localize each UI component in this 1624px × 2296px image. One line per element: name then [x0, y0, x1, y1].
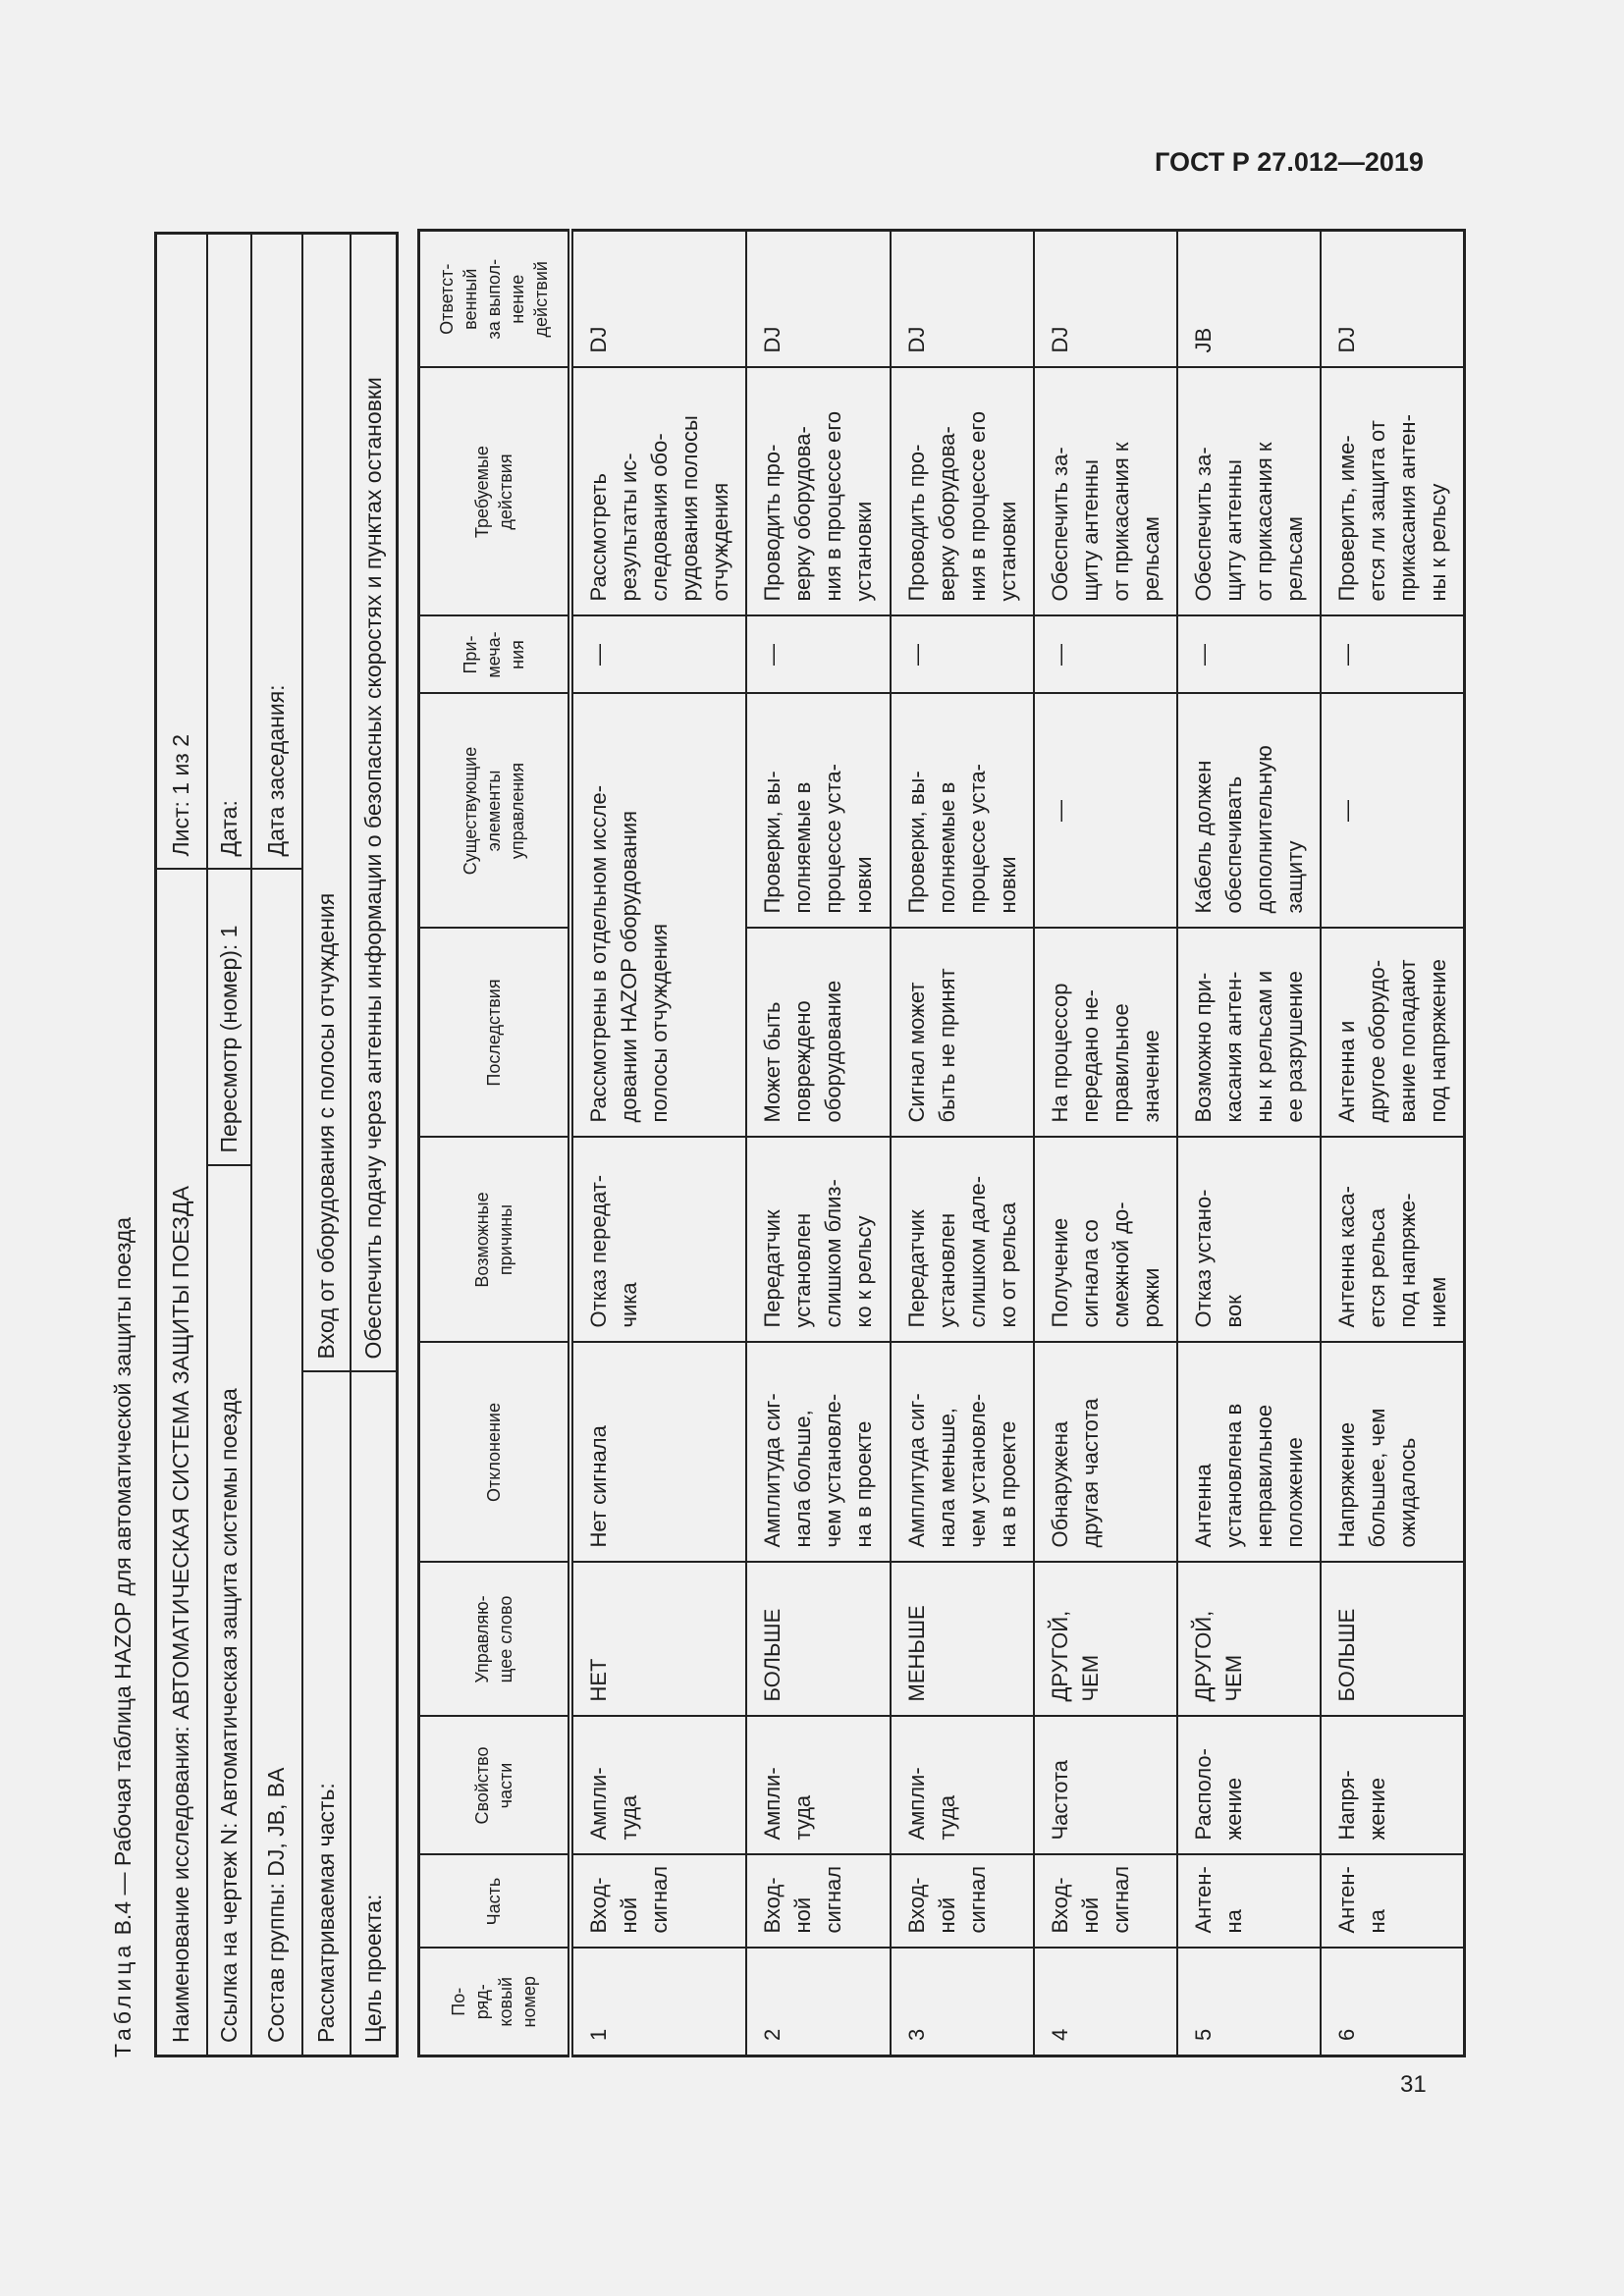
drawing-reference: Ссылка на чертеж N: Автоматическая защита системы поезда	[207, 1166, 251, 2056]
cell-notes: —	[1321, 616, 1465, 694]
cell-notes: —	[570, 616, 746, 694]
cell-responsible: DJ	[746, 231, 891, 368]
cell-deviation: Нет сигнала	[570, 1343, 746, 1563]
cell-part: Антен- на	[1321, 1855, 1465, 1949]
cell-possible-causes: Передатчик установлен слишком близ- ко к рельсу	[746, 1138, 891, 1343]
column-header-existing-controls: Существующие элементы управления	[419, 694, 570, 929]
table-row	[570, 231, 746, 2056]
cell-responsible: DJ	[1034, 231, 1177, 368]
cell-part-property: Располо- жение	[1177, 1717, 1321, 1855]
date: Дата:	[207, 233, 251, 869]
cell-consequences: На процессор передано не- правильное значение	[1034, 929, 1177, 1138]
table-row	[1321, 231, 1465, 2056]
part-value: Вход от оборудования с полосы отчуждения	[302, 233, 351, 1371]
cell-required-actions: Обеспечить за- щиту антенны от прикасания к рельсам	[1034, 368, 1177, 616]
cell-guide-word: БОЛЬШЕ	[746, 1563, 891, 1717]
cell-required-actions: Проводить про- верку оборудова- ния в процессе его установки	[891, 368, 1034, 616]
cell-existing-controls: Проверки, вы- полняемые в процессе уста- новки	[891, 694, 1034, 929]
cell-required-actions: Проводить про- верку оборудова- ния в процессе его установки	[746, 368, 891, 616]
column-header-guide-word: Управляю- щее слово	[419, 1563, 570, 1717]
cell-row-number: 2	[746, 1949, 891, 2056]
cell-consequences: Антенна и другое оборудо- вание попадают под напряжение	[1321, 929, 1465, 1138]
column-header-required-actions: Требуемые действия	[419, 368, 570, 616]
column-header-responsible: Ответст- венный за выпол- нение действий	[419, 231, 570, 368]
column-header-part-property: Свойство части	[419, 1717, 570, 1855]
cell-part-property: Ампли- туда	[746, 1717, 891, 1855]
study-name: Наименование исследования: АВТОМАТИЧЕСКАЯ СИСТЕМА ЗАЩИТЫ ПОЕЗДА	[156, 869, 207, 2056]
cell-row-number: 5	[1177, 1949, 1321, 2056]
cell-required-actions: Рассмотреть результаты ис- следования обо- рудования полосы отчуждения	[570, 368, 746, 616]
cell-row-number: 6	[1321, 1949, 1465, 2056]
cell-notes: —	[891, 616, 1034, 694]
cell-required-actions: Обеспечить за- щиту антенны от прикасания к рельсам	[1177, 368, 1321, 616]
rotated-table-block	[108, 232, 1450, 2057]
cell-consequences: Рассмотрены в отдельном иссле- довании HAZOP оборудования полосы отчуждения	[570, 694, 746, 1138]
hazop-table	[417, 229, 1466, 2057]
cell-deviation: Антенна установлена в неправильное положение	[1177, 1343, 1321, 1563]
cell-existing-controls: Проверки, вы- полняемые в процессе уста- новки	[746, 694, 891, 929]
cell-existing-controls: —	[1321, 694, 1465, 929]
cell-row-number: 3	[891, 1949, 1034, 2056]
cell-responsible: DJ	[891, 231, 1034, 368]
cell-guide-word: БОЛЬШЕ	[1321, 1563, 1465, 1717]
cell-part-property: Напря- жение	[1321, 1717, 1465, 1855]
cell-part-property: Ампли- туда	[891, 1717, 1034, 1855]
column-header-deviation: Отклонение	[419, 1343, 570, 1563]
cell-row-number: 4	[1034, 1949, 1177, 2056]
cell-consequences: Возможно при- касания антен- ны к рельсам и ее разрушение	[1177, 929, 1321, 1138]
cell-responsible: DJ	[570, 231, 746, 368]
cell-notes: —	[1034, 616, 1177, 694]
standard-designation: ГОСТ Р 27.012—2019	[1155, 147, 1424, 177]
cell-responsible: DJ	[1321, 231, 1465, 368]
page-number: 31	[1400, 2071, 1427, 2098]
cell-guide-word: МЕНЬШЕ	[891, 1563, 1034, 1717]
revision: Пересмотр (номер): 1	[207, 869, 251, 1165]
team: Состав группы: DJ, JB, BA	[251, 869, 302, 2056]
column-header-consequences: Последствия	[419, 929, 570, 1138]
column-header-part: Часть	[419, 1855, 570, 1949]
cell-deviation: Напряжение большее, чем ожидалось	[1321, 1343, 1465, 1563]
cell-part: Вход- ной сигнал	[570, 1855, 746, 1949]
table-row	[1034, 231, 1177, 2056]
cell-part: Вход- ной сигнал	[746, 1855, 891, 1949]
table-row	[891, 231, 1034, 2056]
cell-required-actions: Проверить, име- ется ли защита от прикасания антен- ны к рельсу	[1321, 368, 1465, 616]
cell-deviation: Амплитуда сиг- нала больше, чем установле- на в проекте	[746, 1343, 891, 1563]
column-header-row-number: По- ряд- ковый номер	[419, 1949, 570, 2056]
cell-part: Антен- на	[1177, 1855, 1321, 1949]
cell-possible-causes: Отказ устано- вок	[1177, 1138, 1321, 1343]
cell-part: Вход- ной сигнал	[891, 1855, 1034, 1949]
cell-possible-causes: Передатчик установлен слишком дале- ко от рельса	[891, 1138, 1034, 1343]
header-row	[419, 231, 570, 2056]
cell-existing-controls: Кабель должен обеспечивать дополнительную защиту	[1177, 694, 1321, 929]
cell-consequences: Может быть повреждено оборудование	[746, 929, 891, 1138]
column-header-possible-causes: Возможные причины	[419, 1138, 570, 1343]
cell-row-number: 1	[570, 1949, 746, 2056]
cell-guide-word: ДРУГОЙ, ЧЕМ	[1177, 1563, 1321, 1717]
caption-prefix: Таблица	[110, 1941, 135, 2057]
cell-part-property: Ампли- туда	[570, 1717, 746, 1855]
study-info-table	[154, 232, 399, 2057]
goal-value: Обеспечить подачу через антенны информации о безопасных скоростях и пунктах остановки	[351, 233, 398, 1371]
cell-deviation: Обнаружена другая частота	[1034, 1343, 1177, 1563]
cell-notes: —	[746, 616, 891, 694]
cell-possible-causes: Отказ передат- чика	[570, 1138, 746, 1343]
cell-responsible: JB	[1177, 231, 1321, 368]
cell-notes: —	[1177, 616, 1321, 694]
cell-existing-controls: —	[1034, 694, 1177, 929]
table-row	[1177, 231, 1321, 2056]
column-header-notes: При- меча- ния	[419, 616, 570, 694]
meeting-date: Дата заседания:	[251, 233, 302, 869]
part-label: Рассматриваемая часть:	[302, 1372, 351, 2056]
cell-possible-causes: Антенна каса- ется рельса под напряже- нием	[1321, 1138, 1465, 1343]
cell-part: Вход- ной сигнал	[1034, 1855, 1177, 1949]
cell-possible-causes: Получение сигнала со смежной до- рожки	[1034, 1138, 1177, 1343]
cell-deviation: Амплитуда сиг- нала меньше, чем установле- на в проекте	[891, 1343, 1034, 1563]
caption-text: В.4 — Рабочая таблица HAZOP для автоматической защиты поезда	[110, 1216, 135, 1942]
cell-guide-word: ДРУГОЙ, ЧЕМ	[1034, 1563, 1177, 1717]
cell-consequences: Сигнал может быть не принят	[891, 929, 1034, 1138]
sheet: Лист: 1 из 2	[156, 233, 207, 869]
table-row	[746, 231, 891, 2056]
table-caption	[110, 1217, 136, 2057]
cell-guide-word: НЕТ	[570, 1563, 746, 1717]
goal-label: Цель проекта:	[351, 1372, 398, 2056]
cell-part-property: Частота	[1034, 1717, 1177, 1855]
